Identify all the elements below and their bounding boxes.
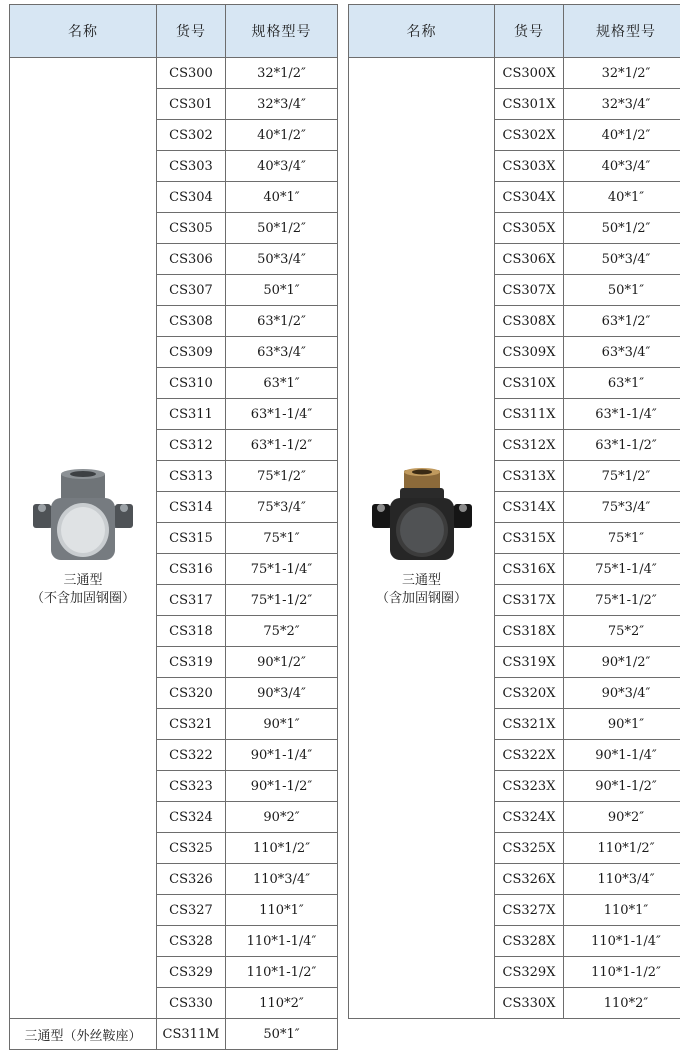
product-name — [10, 572, 156, 608]
item-spec-cell: 32*3/4″ — [564, 89, 680, 120]
item-spec-cell: 75*3/4″ — [564, 492, 680, 523]
item-code-cell: CS311 — [157, 399, 226, 430]
item-code-cell: CS302X — [495, 120, 564, 151]
item-spec-cell: 110*2″ — [226, 988, 338, 1019]
item-spec-cell: 110*1″ — [226, 895, 338, 926]
item-spec-cell: 63*3/4″ — [564, 337, 680, 368]
item-spec-cell: 75*2″ — [564, 616, 680, 647]
item-spec-cell: 110*1/2″ — [564, 833, 680, 864]
item-spec-cell: 50*3/4″ — [226, 244, 338, 275]
item-code-cell: CS316X — [495, 554, 564, 585]
item-spec-cell: 75*1-1/2″ — [564, 585, 680, 616]
product-name-cell — [349, 58, 495, 1019]
item-code-cell: CS313 — [157, 461, 226, 492]
item-spec-cell: 63*1-1/4″ — [564, 399, 680, 430]
header-row — [10, 5, 338, 58]
product-name-line2: （含加固钢圈） — [375, 591, 467, 606]
item-code-cell: CS309 — [157, 337, 226, 368]
item-spec-cell: 75*1-1/2″ — [226, 585, 338, 616]
item-code-cell: CS305 — [157, 213, 226, 244]
item-spec-cell: 110*1-1/2″ — [564, 957, 680, 988]
item-code-cell: CS318X — [495, 616, 564, 647]
item-spec-cell: 50*3/4″ — [564, 244, 680, 275]
item-spec-cell: 90*1/2″ — [564, 647, 680, 678]
item-spec-cell: 50*1″ — [226, 275, 338, 306]
item-code-cell: CS307X — [495, 275, 564, 306]
item-code-cell: CS301X — [495, 89, 564, 120]
item-code-cell: CS330 — [157, 988, 226, 1019]
item-code-cell: CS317X — [495, 585, 564, 616]
item-spec-cell: 110*1-1/4″ — [564, 926, 680, 957]
header-spec: 规格型号 — [226, 5, 338, 58]
item-spec-cell: 40*1/2″ — [226, 120, 338, 151]
item-code-cell: CS318 — [157, 616, 226, 647]
item-spec-cell: 40*1″ — [226, 182, 338, 213]
item-code-cell: CS329X — [495, 957, 564, 988]
product-name-line2: （不含加固钢圈） — [30, 591, 135, 606]
item-code-cell: CS324X — [495, 802, 564, 833]
item-spec-cell: 110*1-1/4″ — [226, 926, 338, 957]
item-spec-cell: 90*3/4″ — [226, 678, 338, 709]
item-spec-cell: 40*1/2″ — [564, 120, 680, 151]
item-code-cell: CS319X — [495, 647, 564, 678]
header-code: 货号 — [157, 5, 226, 58]
product-name-cell — [10, 58, 157, 1019]
item-code-cell: CS312X — [495, 430, 564, 461]
item-spec-cell: 110*1″ — [564, 895, 680, 926]
item-spec-cell: 90*1″ — [564, 709, 680, 740]
item-code-cell: CS310X — [495, 368, 564, 399]
item-code-cell: CS330X — [495, 988, 564, 1019]
item-code-cell: CS314 — [157, 492, 226, 523]
item-spec-cell: 75*1-1/4″ — [226, 554, 338, 585]
item-spec-cell: 75*2″ — [226, 616, 338, 647]
item-code-cell: CS322X — [495, 740, 564, 771]
item-code-cell: CS328 — [157, 926, 226, 957]
item-code-cell: CS310 — [157, 368, 226, 399]
item-code-cell: CS326 — [157, 864, 226, 895]
product-name — [349, 572, 494, 608]
header-row — [349, 5, 680, 58]
item-code-cell: CS315X — [495, 523, 564, 554]
item-spec-cell: 63*3/4″ — [226, 337, 338, 368]
footer-row — [10, 1019, 338, 1050]
item-spec-cell: 110*1/2″ — [226, 833, 338, 864]
item-spec-cell: 90*1/2″ — [226, 647, 338, 678]
item-spec-cell: 75*1/2″ — [564, 461, 680, 492]
table-row — [349, 58, 680, 89]
tee-saddle-clamp-gray-image — [27, 468, 139, 564]
item-spec-cell: 110*3/4″ — [226, 864, 338, 895]
item-code-cell: CS300X — [495, 58, 564, 89]
header-spec: 规格型号 — [564, 5, 680, 58]
footer-code-cell: CS311M — [157, 1019, 226, 1050]
tee-saddle-clamp-black-image — [366, 468, 478, 564]
header-name: 名称 — [10, 5, 157, 58]
item-code-cell: CS324 — [157, 802, 226, 833]
item-spec-cell: 90*3/4″ — [564, 678, 680, 709]
item-code-cell: CS301 — [157, 89, 226, 120]
item-code-cell: CS304X — [495, 182, 564, 213]
table-row — [10, 58, 338, 89]
item-code-cell: CS319 — [157, 647, 226, 678]
item-code-cell: CS326X — [495, 864, 564, 895]
product-name-line1: 三通型 — [63, 573, 103, 588]
item-spec-cell: 63*1/2″ — [564, 306, 680, 337]
item-code-cell: CS322 — [157, 740, 226, 771]
item-code-cell: CS306X — [495, 244, 564, 275]
item-code-cell: CS303 — [157, 151, 226, 182]
item-code-cell: CS312 — [157, 430, 226, 461]
item-spec-cell: 50*1/2″ — [564, 213, 680, 244]
item-spec-cell: 40*1″ — [564, 182, 680, 213]
item-code-cell: CS305X — [495, 213, 564, 244]
item-code-cell: CS308X — [495, 306, 564, 337]
header-code: 货号 — [495, 5, 564, 58]
item-spec-cell: 75*1″ — [564, 523, 680, 554]
item-code-cell: CS311X — [495, 399, 564, 430]
item-spec-cell: 75*1/2″ — [226, 461, 338, 492]
item-spec-cell: 110*1-1/2″ — [226, 957, 338, 988]
item-code-cell: CS303X — [495, 151, 564, 182]
item-code-cell: CS313X — [495, 461, 564, 492]
item-code-cell: CS306 — [157, 244, 226, 275]
footer-name-cell: 三通型（外丝鞍座） — [10, 1019, 157, 1050]
item-spec-cell: 63*1-1/2″ — [564, 430, 680, 461]
spec-table-right — [348, 4, 680, 1019]
item-spec-cell: 32*1/2″ — [564, 58, 680, 89]
item-spec-cell: 75*1″ — [226, 523, 338, 554]
item-code-cell: CS316 — [157, 554, 226, 585]
item-spec-cell: 90*2″ — [564, 802, 680, 833]
item-spec-cell: 63*1″ — [564, 368, 680, 399]
item-spec-cell: 75*1-1/4″ — [564, 554, 680, 585]
item-spec-cell: 63*1-1/2″ — [226, 430, 338, 461]
item-spec-cell: 90*1-1/2″ — [226, 771, 338, 802]
item-code-cell: CS329 — [157, 957, 226, 988]
item-code-cell: CS325X — [495, 833, 564, 864]
item-code-cell: CS321 — [157, 709, 226, 740]
item-code-cell: CS317 — [157, 585, 226, 616]
item-code-cell: CS302 — [157, 120, 226, 151]
item-spec-cell: 90*1-1/2″ — [564, 771, 680, 802]
item-spec-cell: 90*1-1/4″ — [564, 740, 680, 771]
item-code-cell: CS323 — [157, 771, 226, 802]
item-code-cell: CS325 — [157, 833, 226, 864]
item-spec-cell: 90*2″ — [226, 802, 338, 833]
item-code-cell: CS320 — [157, 678, 226, 709]
item-spec-cell: 63*1″ — [226, 368, 338, 399]
item-spec-cell: 50*1″ — [564, 275, 680, 306]
item-code-cell: CS323X — [495, 771, 564, 802]
item-code-cell: CS327X — [495, 895, 564, 926]
spec-table-left — [9, 4, 338, 1050]
item-code-cell: CS320X — [495, 678, 564, 709]
item-code-cell: CS327 — [157, 895, 226, 926]
item-code-cell: CS304 — [157, 182, 226, 213]
item-spec-cell: 90*1″ — [226, 709, 338, 740]
item-spec-cell: 90*1-1/4″ — [226, 740, 338, 771]
item-spec-cell: 32*1/2″ — [226, 58, 338, 89]
item-code-cell: CS308 — [157, 306, 226, 337]
item-spec-cell: 40*3/4″ — [564, 151, 680, 182]
header-name: 名称 — [349, 5, 495, 58]
item-code-cell: CS315 — [157, 523, 226, 554]
item-code-cell: CS300 — [157, 58, 226, 89]
product-name-line1: 三通型 — [401, 573, 441, 588]
item-code-cell: CS328X — [495, 926, 564, 957]
item-code-cell: CS309X — [495, 337, 564, 368]
item-spec-cell: 110*2″ — [564, 988, 680, 1019]
item-spec-cell: 63*1-1/4″ — [226, 399, 338, 430]
item-spec-cell: 40*3/4″ — [226, 151, 338, 182]
item-spec-cell: 50*1/2″ — [226, 213, 338, 244]
item-code-cell: CS307 — [157, 275, 226, 306]
footer-spec-cell: 50*1″ — [226, 1019, 338, 1050]
item-spec-cell: 110*3/4″ — [564, 864, 680, 895]
item-code-cell: CS314X — [495, 492, 564, 523]
item-spec-cell: 75*3/4″ — [226, 492, 338, 523]
item-spec-cell: 63*1/2″ — [226, 306, 338, 337]
item-code-cell: CS321X — [495, 709, 564, 740]
item-spec-cell: 32*3/4″ — [226, 89, 338, 120]
